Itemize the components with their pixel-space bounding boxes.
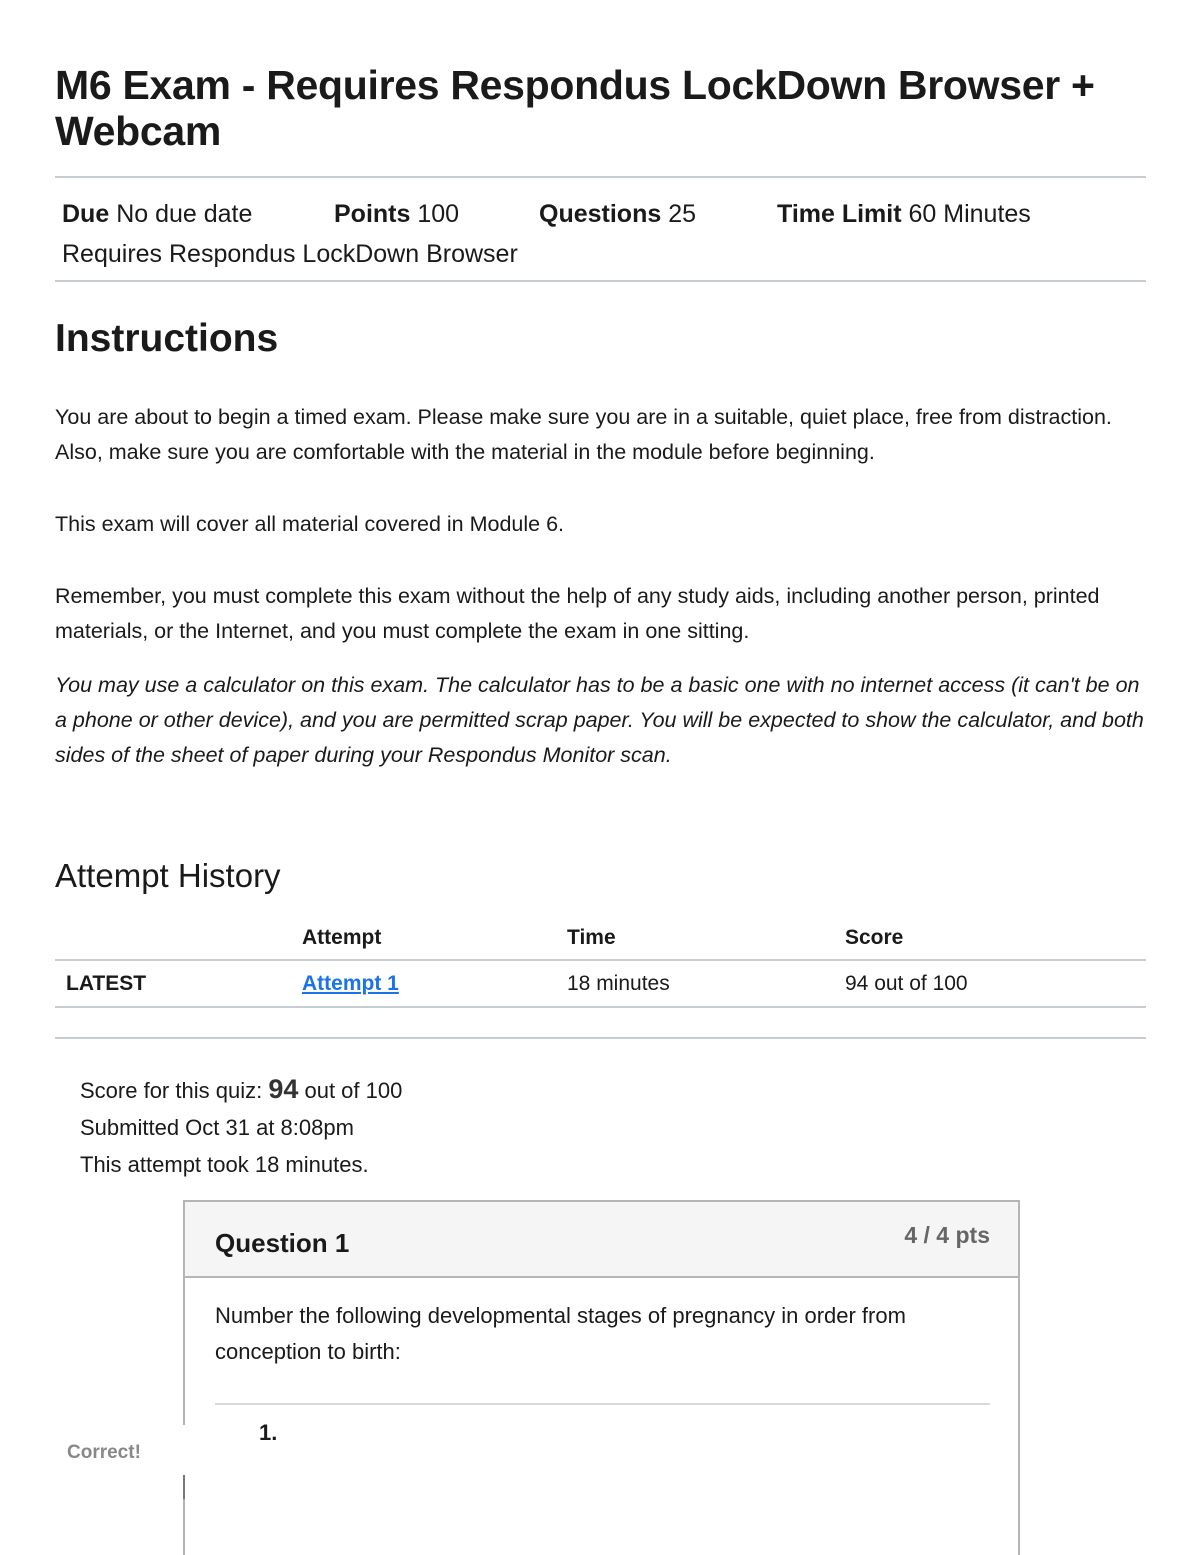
page-title: M6 Exam - Requires Respondus LockDown Browser + Webcam xyxy=(55,62,1095,154)
question-points: 4 / 4 pts xyxy=(904,1222,990,1248)
instructions-paragraph: This exam will cover all material covered in Module 6. xyxy=(55,512,565,536)
attempt-cell xyxy=(302,960,567,1007)
meta-time-limit-value: 60 Minutes xyxy=(908,200,1031,228)
column-header-score: Score xyxy=(845,917,1146,960)
meta-time-limit xyxy=(777,194,1031,234)
meta-due xyxy=(62,194,334,234)
correct-label: Correct! xyxy=(67,1442,141,1463)
score-line xyxy=(80,1071,1146,1109)
exam-meta xyxy=(55,178,1146,280)
instructions-paragraph: You are about to begin a timed exam. Please make sure you are in a suitable, quiet place, free from distraction. Also, make sure you are comfortable with the material in the module before beginning. xyxy=(55,405,1112,464)
instructions-paragraph-italic: You may use a calculator on this exam. The calculator has to be a basic one with no internet access (it can't be on a phone or other device), and you are permitted scrap paper. You will be expected to show the calculator, and both sides of the sheet of paper during your Respondus Monitor scan. xyxy=(55,673,1144,767)
question-title: Question 1 xyxy=(215,1228,350,1258)
meta-questions-label: Questions xyxy=(539,200,662,228)
column-header-time: Time xyxy=(567,917,845,960)
instructions-heading: Instructions xyxy=(55,317,279,360)
attempt-history-table xyxy=(55,917,1146,1008)
attempt-link[interactable]: Attempt 1 xyxy=(302,971,399,995)
answer-marker xyxy=(183,1475,185,1499)
answer-number: 1. xyxy=(259,1420,278,1445)
score-suffix: out of 100 xyxy=(304,1078,403,1103)
divider xyxy=(55,1037,1146,1039)
score-prefix: Score for this quiz: xyxy=(80,1078,263,1103)
submitted-time: Submitted Oct 31 at 8:08pm xyxy=(80,1115,354,1140)
meta-due-label: Due xyxy=(62,200,110,228)
meta-questions-value: 25 xyxy=(668,200,697,228)
meta-requirement: Requires Respondus LockDown Browser xyxy=(62,240,518,268)
score-value: 94 xyxy=(268,1074,299,1104)
quiz-summary xyxy=(55,1071,1146,1183)
attempt-history-heading: Attempt History xyxy=(55,857,281,894)
question-header xyxy=(185,1202,1018,1278)
meta-points-value: 100 xyxy=(417,200,460,228)
question-card xyxy=(183,1200,1020,1555)
meta-points-label: Points xyxy=(334,200,411,228)
latest-tag: LATEST xyxy=(55,960,302,1007)
column-header-attempt: Attempt xyxy=(302,917,567,960)
column-header xyxy=(55,917,302,960)
instructions-paragraph: Remember, you must complete this exam without the help of any study aids, including another person, printed materials, or the Internet, and you must complete the exam in one sitting. xyxy=(55,584,1100,643)
table-row xyxy=(55,960,1146,1007)
exam-page xyxy=(55,0,1146,1183)
divider xyxy=(215,1403,990,1405)
meta-questions xyxy=(539,194,777,234)
meta-points xyxy=(334,194,539,234)
table-header-row xyxy=(55,917,1146,960)
meta-due-value: No due date xyxy=(116,200,253,228)
time-cell: 18 minutes xyxy=(567,960,845,1007)
attempt-duration: This attempt took 18 minutes. xyxy=(80,1152,369,1177)
score-cell: 94 out of 100 xyxy=(845,960,1146,1007)
border-gap xyxy=(183,1425,185,1475)
meta-time-limit-label: Time Limit xyxy=(777,200,902,228)
question-text: Number the following developmental stages of pregnancy in order from conception to birth: xyxy=(215,1303,906,1364)
question-body xyxy=(185,1278,1018,1451)
instructions-body xyxy=(55,400,1146,773)
divider xyxy=(55,280,1146,282)
